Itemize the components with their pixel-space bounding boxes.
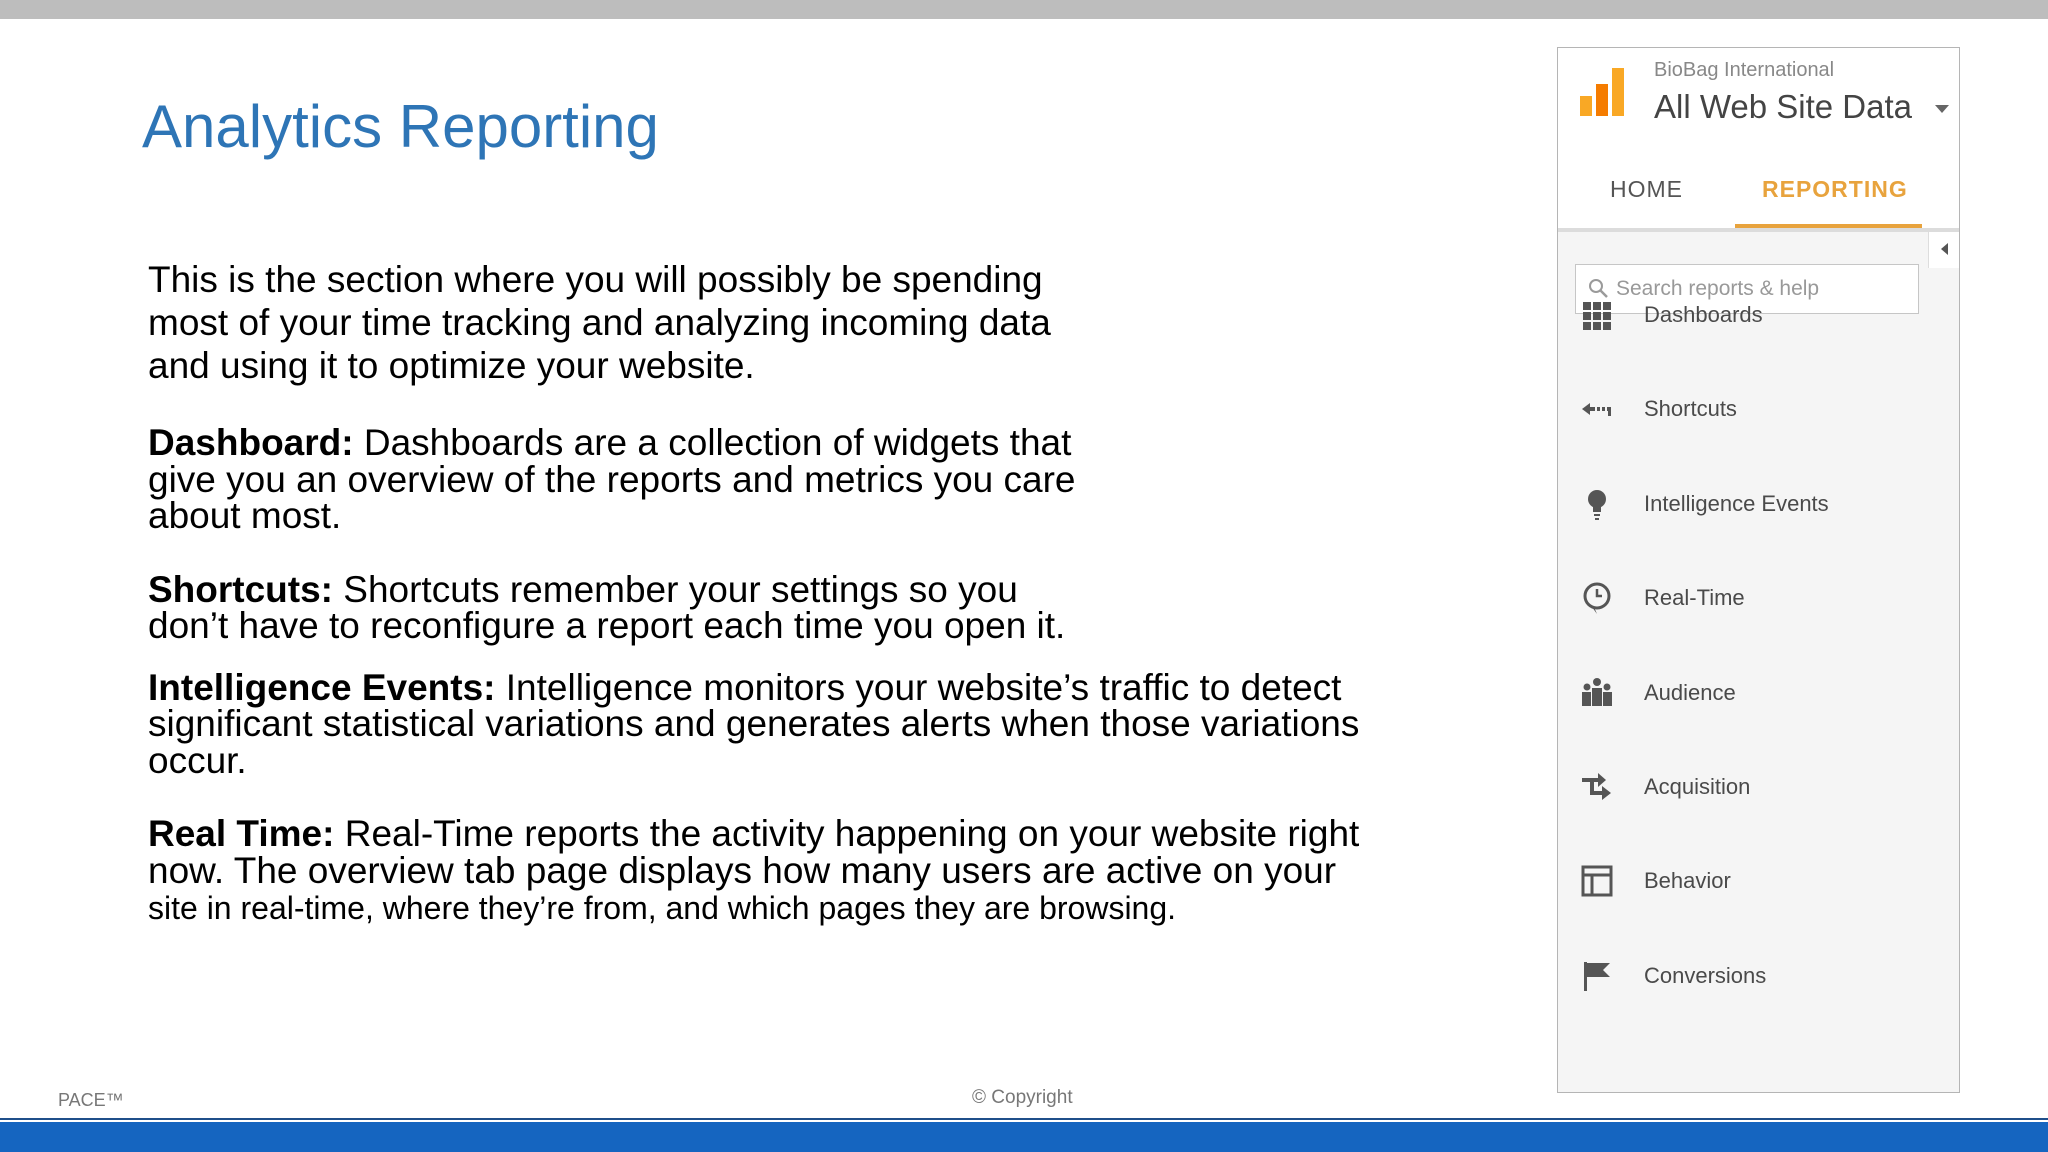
realtime-paragraph <box>148 813 1418 927</box>
slide-title: Analytics Reporting <box>142 93 659 160</box>
lightbulb-icon <box>1580 487 1614 521</box>
nav-label-behavior: Behavior <box>1644 868 1731 893</box>
nav-item-behavior[interactable] <box>1558 846 1959 916</box>
nav-item-real-time[interactable] <box>1558 563 1959 633</box>
intelligence-text: Intelligence monitors your website’s traffic to detect significant statistical variations and generates alerts when those variations occur. <box>148 666 1360 781</box>
dashboard-text: Dashboards are a collection of widgets that give you an overview of the reports and metrics you care about most. <box>148 422 1076 536</box>
nav-item-conversions[interactable] <box>1558 941 1959 1011</box>
shortcuts-paragraph <box>148 568 1418 646</box>
collapse-sidebar-button[interactable] <box>1928 232 1960 268</box>
ga-header <box>1558 48 1959 147</box>
analytics-logo-icon <box>1580 68 1626 116</box>
nav-label-real-time: Real-Time <box>1644 585 1745 610</box>
nav-item-audience[interactable] <box>1558 658 1959 728</box>
tab-reporting[interactable]: REPORTING <box>1762 176 1908 202</box>
realtime-heading: Real Time: <box>148 813 335 854</box>
top-bar <box>0 0 2048 19</box>
acquisition-arrows-icon <box>1580 770 1614 804</box>
flag-icon <box>1580 959 1614 993</box>
nav-label-intelligence-events: Intelligence Events <box>1644 491 1829 516</box>
behavior-layout-icon <box>1580 864 1614 898</box>
property-selector[interactable]: All Web Site Data <box>1654 88 1913 125</box>
nav-label-dashboards: Dashboards <box>1644 302 1763 327</box>
dashboard-heading: Dashboard: <box>148 422 354 463</box>
nav-label-audience: Audience <box>1644 680 1736 705</box>
nav-item-dashboards[interactable] <box>1558 280 1959 350</box>
ga-tabs <box>1558 146 1959 232</box>
dashboard-paragraph <box>148 422 1418 536</box>
intro-paragraph: This is the section where you will possibly be spending most of your time tracking and analyzing incoming data and using it to optimize your website. <box>148 259 1051 386</box>
realtime-text: Real-Time reports the activity happening on your website right now. The overview tab page displays how many users are active on your <box>148 813 1360 891</box>
footer-brand: PACE™ <box>58 1090 124 1110</box>
nav-label-shortcuts: Shortcuts <box>1644 396 1737 421</box>
account-name: BioBag International <box>1654 59 1835 81</box>
chevron-down-icon[interactable] <box>1935 105 1949 113</box>
people-icon <box>1580 676 1614 710</box>
slide-body <box>148 258 1418 964</box>
shortcuts-text: Shortcuts remember your settings so you don’t have to reconfigure a report each time you open it. <box>148 568 1066 646</box>
nav-label-conversions: Conversions <box>1644 963 1767 988</box>
footer-divider <box>0 1118 2048 1120</box>
intelligence-paragraph <box>148 666 1418 781</box>
nav-item-shortcuts[interactable] <box>1558 374 1959 444</box>
shortcuts-heading: Shortcuts: <box>148 568 333 610</box>
intelligence-heading: Intelligence Events: <box>148 666 496 708</box>
nav-item-acquisition[interactable] <box>1558 752 1959 822</box>
realtime-text-small: site in real-time, where they’re from, and which pages they are browsing. <box>148 890 1177 926</box>
tab-reporting-underline <box>1735 224 1922 228</box>
clock-icon <box>1580 581 1614 615</box>
footer-bar <box>0 1122 2048 1152</box>
nav-item-intelligence-events[interactable] <box>1558 469 1959 539</box>
nav-label-acquisition: Acquisition <box>1644 774 1751 799</box>
ga-reporting-panel <box>1557 47 1960 1093</box>
dashboards-grid-icon <box>1580 298 1614 332</box>
footer-copyright: © Copyright <box>972 1087 1073 1108</box>
tab-home[interactable]: HOME <box>1610 176 1683 202</box>
shortcuts-arrow-icon <box>1580 392 1614 426</box>
